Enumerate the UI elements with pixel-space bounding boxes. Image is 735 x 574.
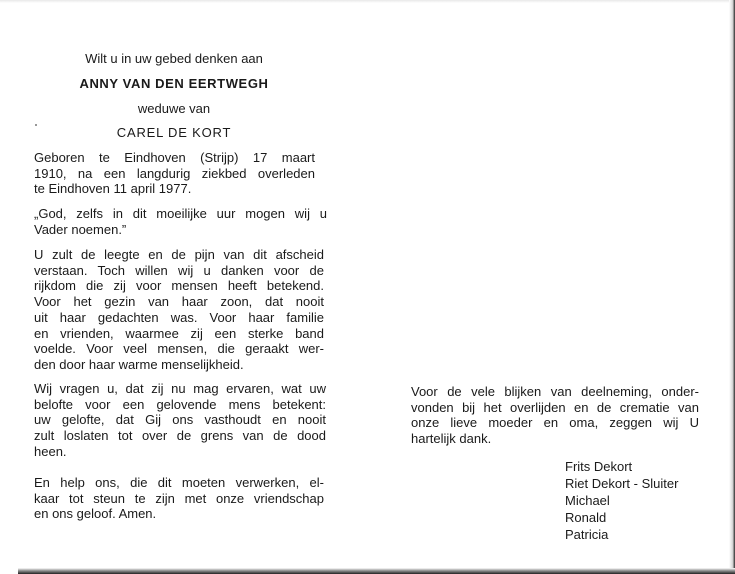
farewell-line: verstaan. Toch willen wij u danken voor de bbox=[34, 262, 324, 278]
thanks-line: Voor de vele blijken van deelneming, onder- bbox=[411, 384, 699, 399]
signatories-list bbox=[565, 458, 678, 543]
signatory: Ronald bbox=[565, 510, 607, 525]
right-edge-shadow bbox=[729, 0, 735, 574]
signatory: Patricia bbox=[565, 527, 609, 542]
closing-line: En help ons, die dit moeten verwerken, el- bbox=[34, 475, 324, 490]
top-edge-shadow bbox=[0, 0, 735, 3]
closing-paragraph bbox=[34, 475, 324, 522]
farewell-line: U zult de leegte en de pijn van dit afscheid bbox=[34, 247, 324, 262]
signatory: Frits Dekort bbox=[565, 459, 633, 474]
scan-speck bbox=[35, 124, 37, 126]
signatory: Michael bbox=[565, 493, 610, 508]
prayer-line: Wij vragen u, dat zij nu mag ervaren, wat uw bbox=[34, 381, 326, 396]
birth-line: 1910, na een langdurig ziekbed overleden bbox=[34, 165, 315, 181]
spouse-name: CAREL DE KORT bbox=[116, 125, 232, 140]
farewell-line: Voor het gezin van haar zoon, dat nooit bbox=[34, 294, 324, 310]
quote-line: Vader noemen.” bbox=[34, 221, 127, 237]
prayer-line: belofte voor een gelovende mens betekent: bbox=[34, 396, 326, 412]
deceased-name: ANNY VAN DEN EERTWEGH bbox=[79, 76, 269, 91]
bottom-edge-shadow bbox=[18, 568, 735, 574]
intro-text: Wilt u in uw gebed denken aan bbox=[85, 51, 263, 66]
farewell-line: voelde. Voor veel mensen, die geraakt wer- bbox=[34, 341, 324, 357]
prayer-line: zult loslaten tot over de grens van de dood bbox=[34, 428, 326, 444]
farewell-line: den door haar warme menselijkheid. bbox=[34, 356, 244, 372]
quote-paragraph bbox=[34, 206, 327, 237]
relation-text: weduwe van bbox=[137, 101, 211, 116]
birth-line: Geboren te Eindhoven (Strijp) 17 maart bbox=[34, 150, 315, 165]
prayer-paragraph bbox=[34, 381, 326, 460]
farewell-line: en vrienden, waarmee zij een sterke band bbox=[34, 325, 324, 341]
quote-line: „God, zelfs in dit moeilijke uur mogen wij u bbox=[34, 206, 327, 221]
thanks-paragraph bbox=[411, 384, 699, 447]
thanks-line: onze lieve moeder en oma, zeggen wij U bbox=[411, 415, 699, 431]
farewell-line: rijkdom die zij voor mensen heeft betekend. bbox=[34, 278, 324, 294]
thanks-line: vonden bij het overlijden en de crematie van bbox=[411, 399, 699, 415]
birth-line: te Eindhoven 11 april 1977. bbox=[34, 181, 192, 197]
farewell-paragraph bbox=[34, 247, 324, 373]
prayer-line: heen. bbox=[34, 443, 67, 459]
prayer-line: uw gelofte, dat Gij ons vasthoudt en nooit bbox=[34, 412, 326, 428]
birth-death-paragraph bbox=[34, 150, 315, 197]
farewell-line: uit haar gedachten was. Voor haar familie bbox=[34, 309, 324, 325]
thanks-line: hartelijk dank. bbox=[411, 431, 492, 447]
signatory: Riet Dekort - Sluiter bbox=[565, 476, 679, 491]
closing-line: kaar tot steun te zijn met onze vriendschap bbox=[34, 490, 324, 506]
closing-line: en ons geloof. Amen. bbox=[34, 506, 157, 522]
